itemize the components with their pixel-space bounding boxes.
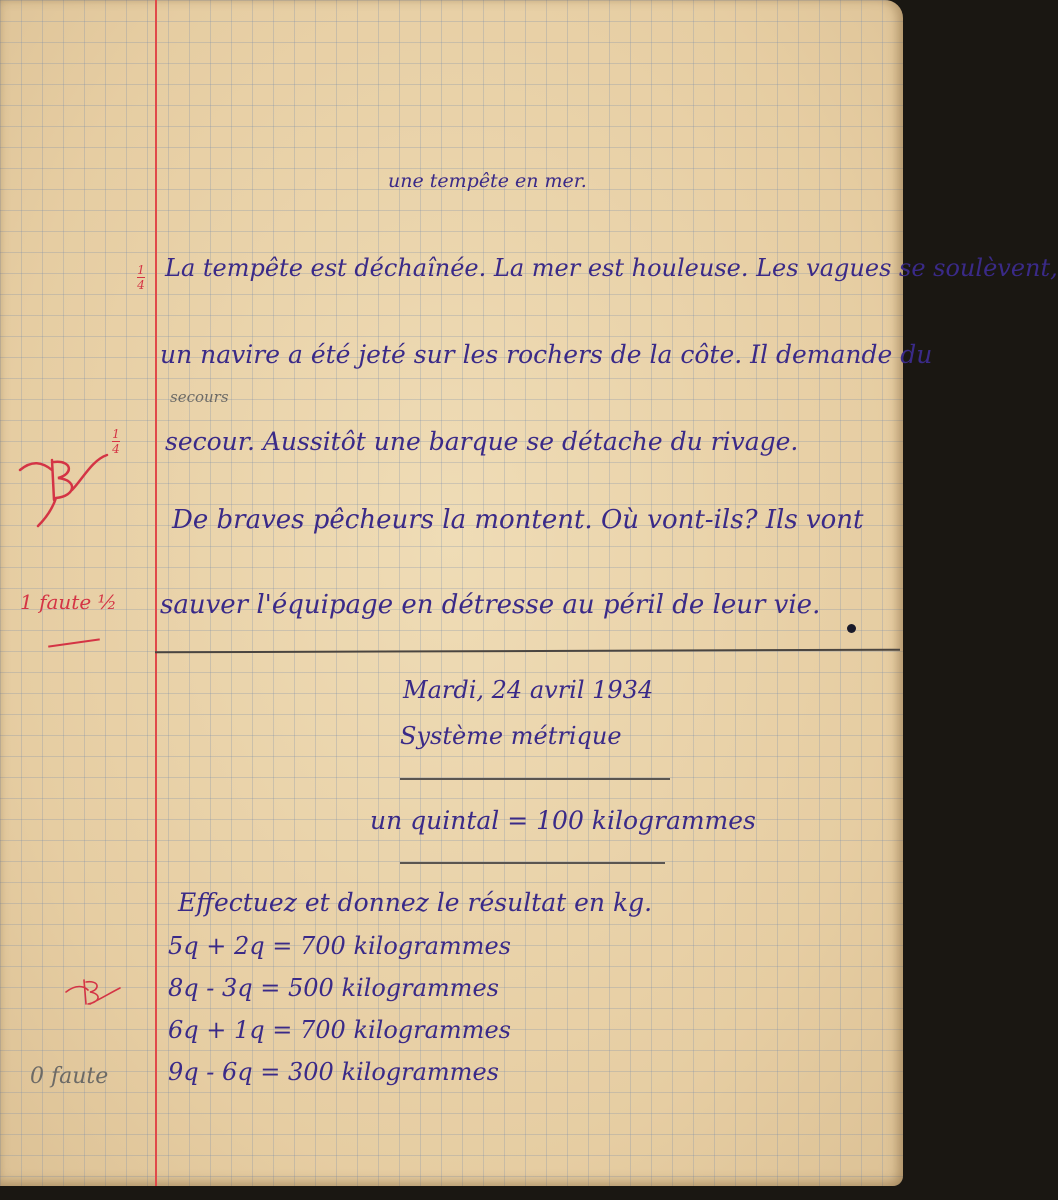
ink-dot	[847, 624, 856, 633]
dictation-title: une tempête en mer.	[388, 170, 587, 192]
calculation-3: 6q + 1q = 700 kilogrammes	[168, 1016, 511, 1044]
quintal-definition: un quintal = 100 kilogrammes	[370, 806, 756, 835]
fraction-numerator: 1	[112, 427, 120, 441]
dictation-line-3: secour. Aussitôt une barque se détache du rivage.	[165, 427, 799, 456]
dictation-line-5: sauver l'équipage en détresse au péril de leur vie.	[160, 590, 821, 620]
fraction-denominator: 4	[112, 442, 120, 456]
math-score: 0 faute	[30, 1064, 109, 1089]
section-divider	[155, 649, 900, 654]
red-margin-line	[155, 0, 157, 1186]
bien-mark-small-icon	[62, 968, 122, 1012]
lesson-date: Mardi, 24 avril 1934	[403, 676, 654, 704]
dictation-line-1: La tempête est déchaînée. La mer est houleuse. Les vagues se soulèvent,	[165, 254, 1058, 282]
definition-underline	[400, 862, 665, 864]
margin-fraction-line1	[137, 264, 145, 291]
calculation-4: 9q - 6q = 300 kilogrammes	[168, 1058, 499, 1086]
dictation-line-4: De braves pêcheurs la montent. Où vont-ils? Ils vont	[172, 505, 864, 535]
score-underline	[48, 638, 100, 647]
margin-fraction-line3	[112, 428, 120, 455]
exercise-instruction: Effectuez et donnez le résultat en kg.	[178, 888, 653, 917]
calculation-2: 8q - 3q = 500 kilogrammes	[168, 974, 499, 1002]
pencil-correction: secours	[170, 388, 229, 406]
bien-mark-icon	[12, 440, 112, 530]
calculation-1: 5q + 2q = 700 kilogrammes	[168, 932, 511, 960]
dictation-line-2: un navire a été jeté sur les rochers de la côte. Il demande du	[160, 340, 933, 369]
fraction-denominator: 4	[137, 278, 145, 292]
dictation-score: 1 faute ½	[20, 590, 117, 614]
subject-underline	[400, 778, 670, 780]
fraction-numerator: 1	[137, 263, 145, 277]
lesson-subject: Système métrique	[400, 722, 622, 750]
